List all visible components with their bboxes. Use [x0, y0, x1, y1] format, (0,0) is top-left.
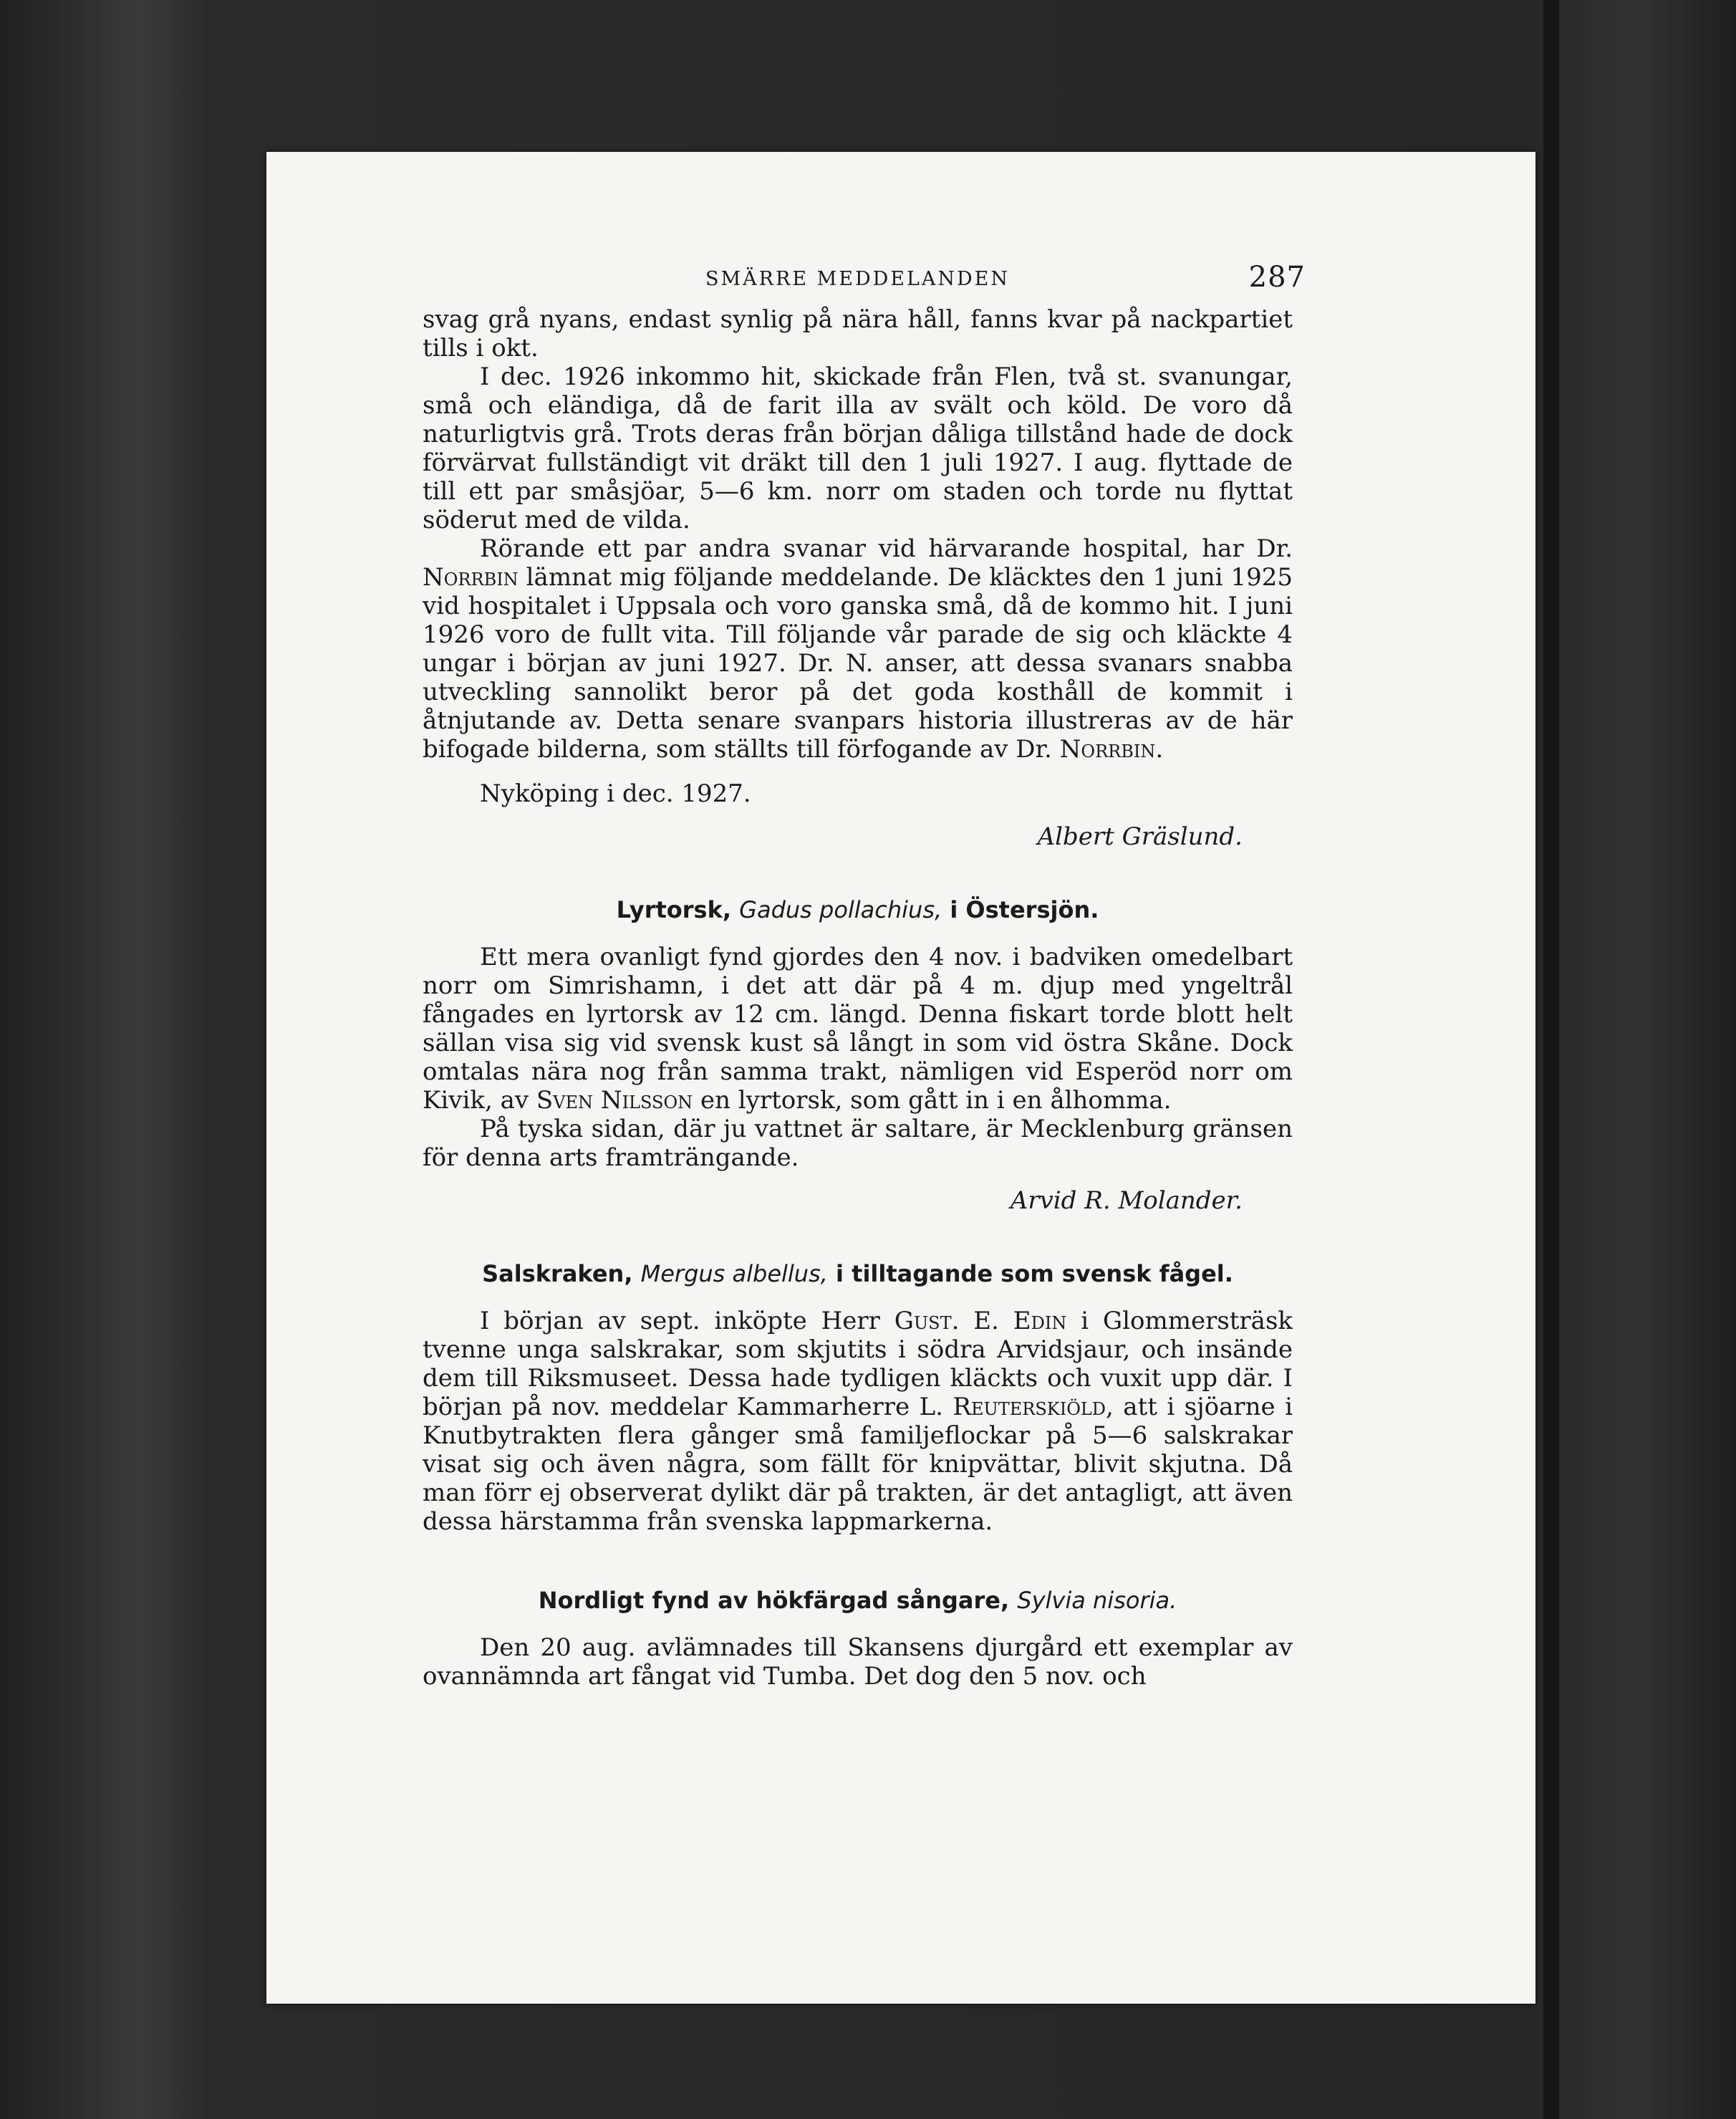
- lyrtorsk-paragraph-2: På tyska sidan, där ju vattnet är saltare, är Mecklenburg gränsen för denna arts framträngande.: [423, 1115, 1293, 1172]
- intro-paragraph-2: I dec. 1926 inkommo hit, skickade från Flen, två st. svanungar, små och eländiga, då de farit illa av svält och köld. De voro då naturligtvis grå. Trots deras från början dåliga tillstånd hade de dock förvärvat fullständigt vit dräkt till den 1 juli 1927. I aug. flyttade de till ett par småsjöar, 5—6 km. norr om staden och torde nu flyttat söderut med de vilda.: [423, 362, 1293, 534]
- heading-latin-name: Sylvia nisoria.: [1017, 1587, 1177, 1614]
- lyrtorsk-p1-start: Ett mera ovanligt fynd gjordes den 4 nov. i badviken omedelbart norr om Simrishamn, i det att där på 4 m. djup med yngeltrål fångades en lyrtorsk av 12 cm. längd. Denna fiskart torde blott helt sällan visa sig vid svensk kust så långt in som vid östra Skåne. Dock omtalas nära nog från samma trakt, nämligen vid Esperöd norr om Kivik, av: [423, 943, 1293, 1115]
- salskraken-p1-start: I början av sept. inköpte Herr: [480, 1307, 880, 1335]
- salskraken-p1-mid: i Glommersträsk tvenne unga salskrakar, som skjutits i södra Arvidsjaur, och insände dem till Riksmuseet. Dessa hade tydligen kläckts och vuxit upp där. I början på nov. meddelar Kammarherre: [423, 1307, 1293, 1421]
- document-page: [266, 152, 1535, 2004]
- signature-graslund: Albert Gräslund.: [1037, 822, 1243, 851]
- page-number: 287: [1248, 261, 1306, 294]
- salskraken-p1-end: , att i sjöarne i Knutbytrakten flera gånger små familjeflockar på 5—6 salskrakar visat sig och även några, som fällt för knipvättar, blivit skjutna. Då man förr ej observerat dylikt där på trakten, är det antagligt, att även dessa härstamma från svenska lappmarkerna.: [423, 1393, 1293, 1536]
- intro-paragraph-3: [423, 534, 1293, 764]
- heading-part-b: i tilltagande som svensk fågel.: [836, 1260, 1233, 1287]
- heading-part-b: i Östersjön.: [950, 896, 1099, 923]
- person-name-norrbin: Norrbin: [423, 563, 519, 592]
- heading-part-a: Lyrtorsk,: [616, 896, 732, 923]
- intro-p3-start: Rörande ett par andra svanar vid härvarande hospital, har Dr.: [480, 534, 1293, 563]
- person-name-norrbin-2: Norrbin: [1059, 735, 1156, 764]
- heading-latin-name: Gadus pollachius,: [739, 896, 942, 923]
- person-name-edin: Gust. E. Edin: [894, 1307, 1067, 1335]
- sangare-paragraph-1: Den 20 aug. avlämnades till Skansens djurgård ett exemplar av ovannämnda art fångat vid Tumba. Det dog den 5 nov. och: [423, 1633, 1293, 1691]
- signature-molander: Arvid R. Molander.: [1010, 1186, 1243, 1215]
- page-content: [423, 259, 1306, 1691]
- heading-latin-name: Mergus albellus,: [640, 1260, 828, 1287]
- scan-mount-edge: [1543, 0, 1559, 2119]
- lyrtorsk-p1-end: en lyrtorsk, som gått in i en ålhomma.: [700, 1086, 1172, 1115]
- salskraken-paragraph-1: [423, 1307, 1293, 1536]
- intro-paragraph-1: svag grå nyans, endast synlig på nära håll, fanns kvar på nackpartiet tills i okt.: [423, 305, 1293, 362]
- running-title: SMÄRRE MEDDELANDEN: [705, 268, 1010, 290]
- section-heading-sangare: [423, 1586, 1293, 1615]
- section-heading-lyrtorsk: [423, 895, 1293, 924]
- lyrtorsk-paragraph-1: [423, 943, 1293, 1115]
- running-head: [423, 259, 1306, 305]
- section-heading-salskraken: [423, 1259, 1293, 1288]
- place-date-line: Nyköping i dec. 1927.: [480, 779, 751, 808]
- heading-part-a: Salskraken,: [482, 1260, 633, 1287]
- person-name-reuterskiold: L. Reuterskiöld: [919, 1393, 1106, 1421]
- person-name-sven-nilsson: Sven Nilsson: [536, 1086, 693, 1115]
- intro-p3-mid: lämnat mig följande meddelande. De kläcktes den 1 juni 1925 vid hospitalet i Uppsala och voro ganska små, då de kommo hit. I juni 1926 voro de fullt vita. Till följande vår parade de sig och kläckte 4 ungar i början av juni 1927. Dr. N. anser, att dessa svanars snabba utveckling sannolikt beror på det goda kosthåll de kommit i åtnjutande av. Detta senare svanpars historia illustreras av de här bifogade bilderna, som ställts till förfogande av Dr.: [423, 563, 1293, 764]
- intro-p3-end: .: [1155, 735, 1164, 764]
- heading-part-a: Nordligt fynd av hökfärgad sångare,: [538, 1587, 1010, 1614]
